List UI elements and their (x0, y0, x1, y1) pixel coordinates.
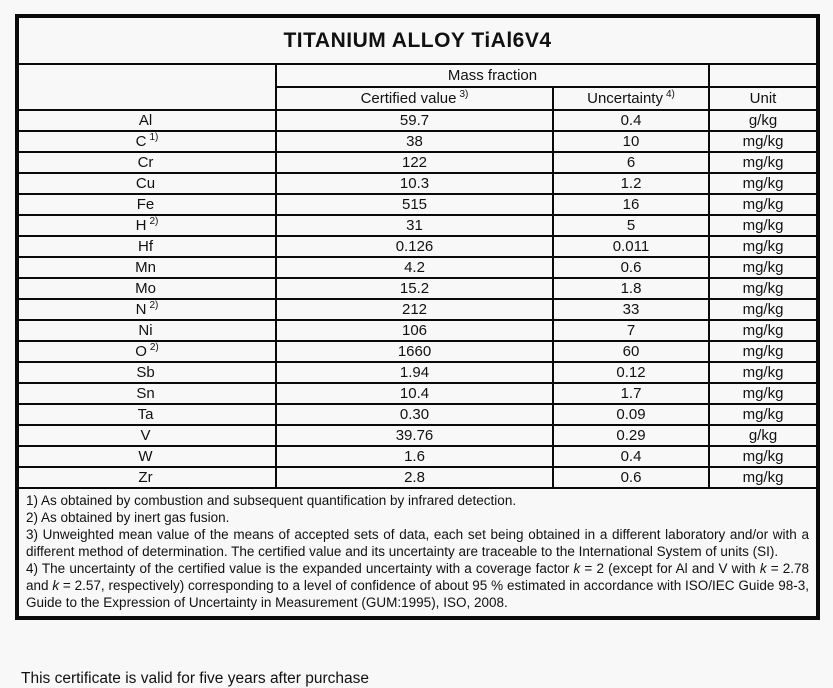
uncertainty-cell: 0.09 (553, 404, 709, 425)
element-cell: Cr (19, 152, 276, 173)
element-cell: Fe (19, 194, 276, 215)
footnotes (19, 489, 816, 616)
element-column-header (19, 64, 276, 110)
certified-value-header: Certified value $^{3)}$ (276, 87, 553, 110)
table-row (19, 152, 816, 173)
element-cell: Al (19, 110, 276, 131)
uncertainty-cell: 1.8 (553, 278, 709, 299)
unit-cell: mg/kg (709, 278, 816, 299)
uncertainty-cell: 0.6 (553, 257, 709, 278)
certified-value-cell: 15.2 (276, 278, 553, 299)
certified-value-cell: 212 (276, 299, 553, 320)
unit-cell: mg/kg (709, 320, 816, 341)
uncertainty-cell: 33 (553, 299, 709, 320)
element-cell: O $^{2)}$ (19, 341, 276, 362)
certified-value-cell: 515 (276, 194, 553, 215)
uncertainty-cell: 16 (553, 194, 709, 215)
element-cell: H $^{2)}$ (19, 215, 276, 236)
footnote: 3) Unweighted mean value of the means of accepted sets of data, each set being obtained in a different laboratory and/or with a different method of determination. The certified value and its uncertainty are traceable to the International System of units (SI). (26, 527, 809, 559)
element-cell: W (19, 446, 276, 467)
element-cell: Sn (19, 383, 276, 404)
element-footnote-ref: 2) (149, 216, 159, 227)
element-cell: Sb (19, 362, 276, 383)
certified-value-cell: 1660 (276, 341, 553, 362)
uncertainty-cell: 0.12 (553, 362, 709, 383)
certificate-frame (15, 14, 820, 620)
document-title: TITANIUM ALLOY TiAl6V4 (19, 18, 816, 64)
uncertainty-cell: 0.29 (553, 425, 709, 446)
unit-cell: mg/kg (709, 194, 816, 215)
table-row (19, 320, 816, 341)
element-cell: Mo (19, 278, 276, 299)
unit-cell: mg/kg (709, 467, 816, 488)
table-row (19, 131, 816, 152)
unit-cell: mg/kg (709, 257, 816, 278)
footnote: 4) The uncertainty of the certified value is the expanded uncertainty with a coverage factor k = 2 (except for Al and V with k = 2.78 and k = 2.57, respectively) corresponding to a level of confidence of about 95 % estimated in accordance with ISO/IEC Guide 98-3, Guide to the Expression of Uncertainty in Measurement (GUM:1995), ISO, 2008. (26, 561, 810, 610)
unit-cell: mg/kg (709, 215, 816, 236)
unit-column-spacer (709, 64, 816, 87)
uncertainty-cell: 0.4 (553, 446, 709, 467)
element-cell: C $^{1)}$ (19, 131, 276, 152)
unit-cell: mg/kg (709, 152, 816, 173)
uncertainty-cell: 1.2 (553, 173, 709, 194)
uncertainty-cell: 60 (553, 341, 709, 362)
element-cell: Cu (19, 173, 276, 194)
certified-value-cell: 0.126 (276, 236, 553, 257)
uncertainty-cell: 6 (553, 152, 709, 173)
uncertainty-header: Uncertainty $^{4)}$ (553, 87, 709, 110)
table-row (19, 404, 816, 425)
validity-note: This certificate is valid for five years after purchase (21, 670, 370, 687)
table-row (19, 173, 816, 194)
uncertainty-cell: 7 (553, 320, 709, 341)
footnote-ref-3: 3) (459, 89, 469, 100)
table-row (19, 299, 816, 320)
table-row (19, 362, 816, 383)
element-cell: Ta (19, 404, 276, 425)
table-row (19, 446, 816, 467)
certified-value-cell: 4.2 (276, 257, 553, 278)
element-cell: Zr (19, 467, 276, 488)
unit-cell: g/kg (709, 425, 816, 446)
certified-value-cell: 1.6 (276, 446, 553, 467)
element-cell: Hf (19, 236, 276, 257)
unit-cell: mg/kg (709, 404, 816, 425)
table-row (19, 341, 816, 362)
unit-cell: mg/kg (709, 383, 816, 404)
unit-cell: mg/kg (709, 446, 816, 467)
table-row (19, 194, 816, 215)
element-cell: Ni (19, 320, 276, 341)
certified-value-cell: 1.94 (276, 362, 553, 383)
certified-value-cell: 106 (276, 320, 553, 341)
element-cell: N $^{2)}$ (19, 299, 276, 320)
table-row (19, 425, 816, 446)
element-footnote-ref: 2) (149, 342, 159, 353)
unit-cell: mg/kg (709, 341, 816, 362)
table-row (19, 110, 816, 131)
footnote-ref-4: 4) (665, 89, 675, 100)
footnote: 2) As obtained by inert gas fusion. (26, 510, 230, 525)
uncertainty-cell: 0.6 (553, 467, 709, 488)
uncertainty-cell: 0.4 (553, 110, 709, 131)
unit-header: Unit (709, 87, 816, 110)
table-body (19, 110, 816, 488)
certified-value-cell: 10.3 (276, 173, 553, 194)
unit-cell: mg/kg (709, 236, 816, 257)
unit-cell: mg/kg (709, 173, 816, 194)
certified-value-cell: 2.8 (276, 467, 553, 488)
mass-fraction-header: Mass fraction (276, 64, 709, 87)
footnote: 1) As obtained by combustion and subsequent quantification by infrared detection. (26, 493, 517, 508)
unit-cell: mg/kg (709, 362, 816, 383)
unit-cell: g/kg (709, 110, 816, 131)
element-footnote-ref: 2) (149, 300, 159, 311)
table-row (19, 236, 816, 257)
uncertainty-cell: 10 (553, 131, 709, 152)
table-row (19, 467, 816, 488)
table-row (19, 257, 816, 278)
table-row (19, 215, 816, 236)
certified-value-cell: 31 (276, 215, 553, 236)
certificate-sheet (15, 14, 820, 620)
certified-value-cell: 10.4 (276, 383, 553, 404)
header-row-group (19, 64, 816, 87)
uncertainty-cell: 1.7 (553, 383, 709, 404)
unit-cell: mg/kg (709, 131, 816, 152)
uncertainty-cell: 0.011 (553, 236, 709, 257)
element-footnote-ref: 1) (149, 132, 159, 143)
element-cell: V (19, 425, 276, 446)
table-row (19, 278, 816, 299)
title-row (19, 18, 816, 64)
certified-value-cell: 38 (276, 131, 553, 152)
uncertainty-cell: 5 (553, 215, 709, 236)
certified-value-cell: 59.7 (276, 110, 553, 131)
table-row (19, 383, 816, 404)
unit-cell: mg/kg (709, 299, 816, 320)
element-cell: Mn (19, 257, 276, 278)
certificate-table (19, 18, 816, 489)
certified-value-cell: 122 (276, 152, 553, 173)
certified-value-cell: 39.76 (276, 425, 553, 446)
certified-value-cell: 0.30 (276, 404, 553, 425)
